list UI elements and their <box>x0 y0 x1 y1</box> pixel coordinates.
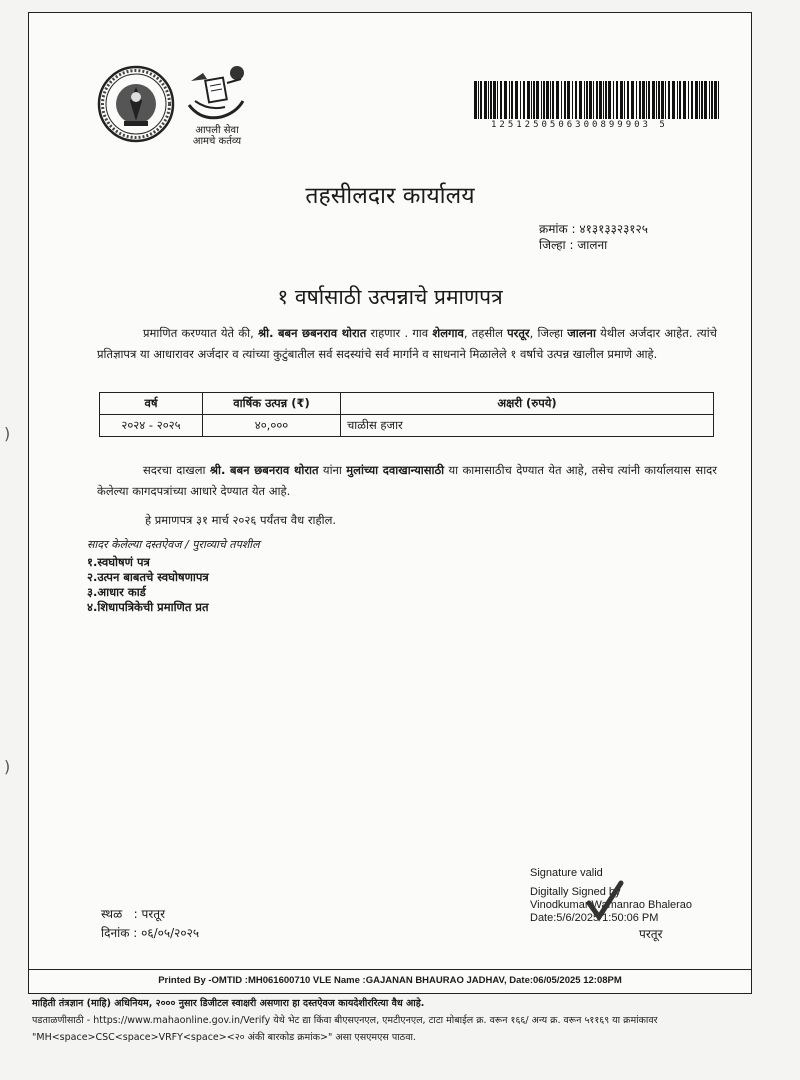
printed-divider <box>29 969 751 970</box>
list-item: २.उत्पन बाबतचे स्वघोषणापत्र <box>87 570 209 584</box>
office-title: तहसीलदार कार्यालय <box>305 183 475 209</box>
certificate-title: १ वर्षासाठी उत्पन्नाचे प्रमाणपत्र <box>277 285 503 309</box>
purpose-text: मुलांच्या दवाखान्यासाठी <box>346 463 445 477</box>
margin-mark: ) <box>4 424 11 443</box>
cell-income-words: चाळीस हजार <box>341 415 714 437</box>
certification-paragraph: प्रमाणित करण्यात येते की, श्री. बबन छबनराव थोरात राहणार . गाव शेलगाव, तहसील परतूर, जिल्हा जालना येथील अर्जदार आहेत. त्यांचे प्रतिज्ञापत्र या आधारावर अर्जदार व त्यांच्या कुटुंबातील सर्व सदस्यांचे सर्व मार्गाने व साधनाने मिळालेले १ वर्षाचे उत्पन्न खालील प्रमाणे आहे. <box>97 326 717 361</box>
column-header-annual-income: वार्षिक उत्पन्न (₹) <box>203 393 341 415</box>
column-header-in-words: अक्षरी (रुपये) <box>341 393 714 415</box>
logo-tagline <box>177 125 257 147</box>
village-name: शेलगाव <box>432 326 464 340</box>
signature-line1: Digitally Signed by <box>530 886 621 898</box>
purpose-paragraph: सदरचा दाखला श्री. बबन छबनराव थोरात यांना मुलांच्या दवाखान्यासाठी या कामासाठीच देण्यात येत आहे, तसेच त्यांनी कार्यालयास सादर केलेल्या कागदपत्रांच्या आधारे देण्यात येत आहे. <box>97 463 717 498</box>
certificate-meta <box>539 221 648 253</box>
barcode-number: 1251250506300899903 5 <box>491 120 668 130</box>
documents-list <box>87 555 209 615</box>
list-item: १.स्वघोषणं पत्र <box>87 555 150 569</box>
government-seal-icon <box>97 65 175 143</box>
certificate-sheet <box>28 12 752 994</box>
validity-note: हे प्रमाणपत्र ३१ मार्च २०२६ पर्यंतच वैध राहील. <box>145 513 337 527</box>
table-row <box>100 415 714 437</box>
applicant-name-2: श्री. बबन छबनराव थोरात <box>209 463 319 477</box>
cell-year: २०२४ - २०२५ <box>100 415 203 437</box>
signature-status: Signature valid <box>530 867 603 879</box>
logo-tagline-line2: आमचे कर्तव्य <box>192 136 242 147</box>
signature-place: परतूर <box>639 927 663 941</box>
place-line: स्थळ : परतूर <box>101 907 165 921</box>
income-table <box>99 392 714 437</box>
footer-verify-line: पडताळणीसाठी - https://www.mahaonline.gov.in/Verify येथे भेट द्या किंवा बीएसएनएल, एमटीएनएल, टाटा मोबाईल क्र. वरून १६६/ अन्य क्र. वरून ५११६९ या क्रमांकावर <box>32 1015 658 1026</box>
place-and-date <box>101 905 199 943</box>
cell-income: ४०,००० <box>203 415 341 437</box>
income-table-header <box>100 393 714 415</box>
list-item: ४.शिधापत्रिकेची प्रमाणित प्रत <box>87 600 209 614</box>
signature-signer: Vinodkumar Wamanrao Bhalerao <box>530 899 693 911</box>
barcode-icon <box>474 81 722 121</box>
aaple-sarkar-logo-icon <box>181 61 251 125</box>
district-label: जिल्हा : जालना <box>539 238 608 252</box>
serial-number: क्रमांक : ४१३१३३२३१२५ <box>539 222 649 236</box>
signature-checkmark-icon <box>585 877 625 927</box>
margin-mark: ) <box>4 757 11 776</box>
district-name: जालना <box>567 326 596 340</box>
date-line: दिनांक : ०६/०५/२०२५ <box>101 926 200 940</box>
taluka-name: परतूर <box>507 326 530 340</box>
footer-sms-line: "MH<space>CSC<space>VRFY<space><२० अंकी बारकोड क्रमांक>" असा एसएमएस पाठवा. <box>32 1032 416 1043</box>
applicant-name: श्री. बबन छबनराव थोरात <box>257 326 367 340</box>
signature-date: Date:5/6/2025 1:50:06 PM <box>530 912 659 924</box>
printed-by-line: Printed By -OMTID :MH061600710 VLE Name :GAJANAN BHAURAO JADHAV, Date:06/05/2025 12:08PM <box>158 975 622 986</box>
footer-legal-note: माहिती तंत्रज्ञान (माहि) अधिनियम, २००० नुसार डिजीटल स्वाक्षरी असणारा हा दस्तऐवज कायदेशीररित्या वैध आहे. <box>32 998 425 1009</box>
list-item: ३.आधार कार्ड <box>87 585 146 599</box>
documents-heading: सादर केलेल्या दस्तऐवज / पुराव्याचे तपशील <box>87 538 260 551</box>
column-header-year: वर्ष <box>100 393 203 415</box>
logo-tagline-line1: आपली सेवा <box>195 125 239 136</box>
